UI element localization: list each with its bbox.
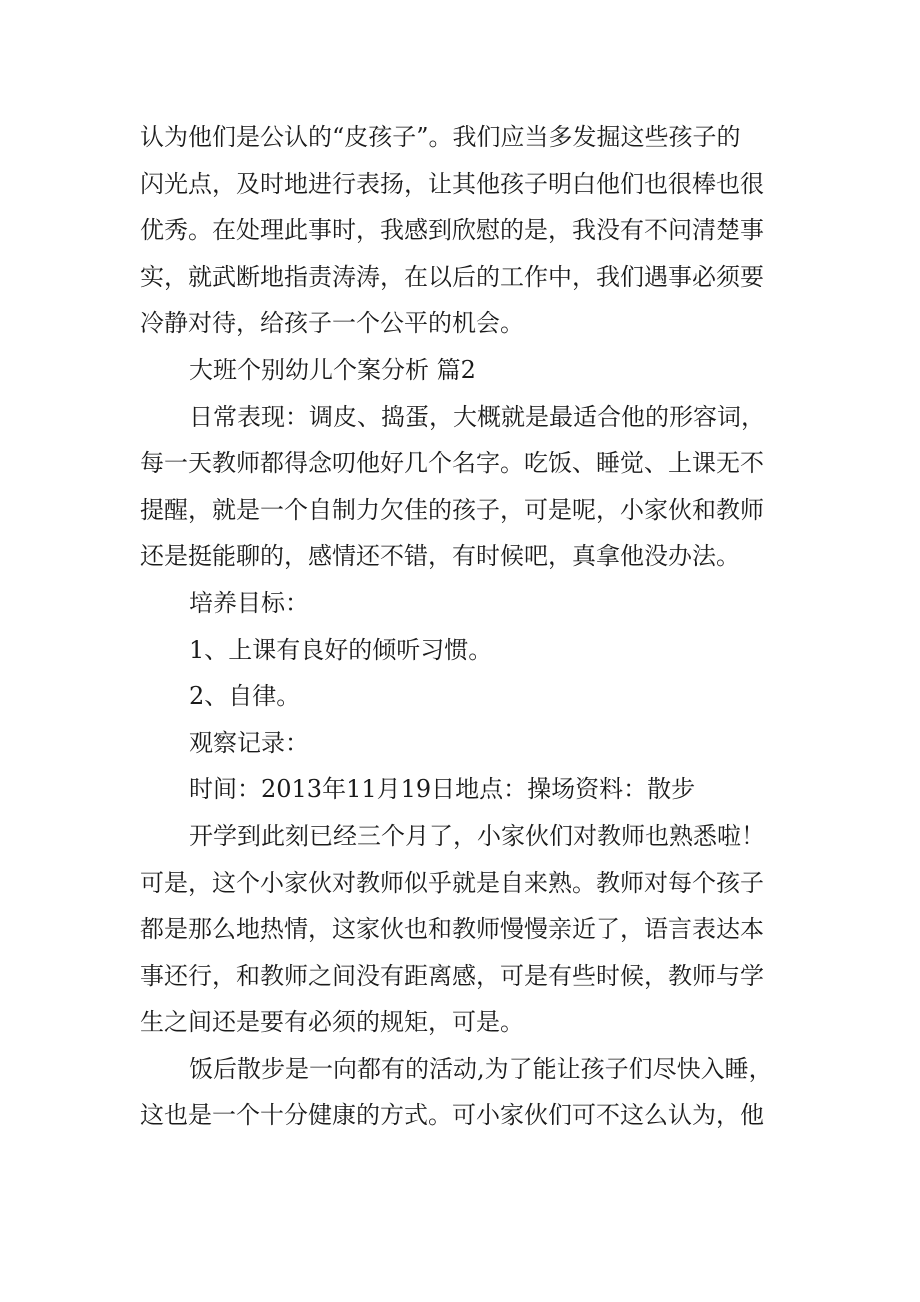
observation-meta: 时间：2013年11月19日地点：操场资料：散步 — [189, 775, 696, 804]
text-line: 优秀。在处理此事时，我感到欣慰的是，我没有不问清楚事 — [140, 216, 764, 245]
text-line: 提醒，就是一个自制力欠佳的孩子，可是呢，小家伙和教师 — [140, 495, 764, 524]
text-line: 每一天教师都得念叨他好几个名字。吃饭、睡觉、上课无不 — [140, 449, 764, 478]
document-body — [140, 114, 790, 1139]
text-line: 认为他们是公认的“皮孩子”。我们应当多发掘这些孩子的 — [140, 123, 741, 151]
text-line: 冷静对待，给孩子一个公平的机会。 — [140, 309, 524, 338]
text-line: 事还行，和教师之间没有距离感，可是有些时候，教师与学 — [140, 961, 764, 990]
goal-item: 2、自律。 — [189, 682, 301, 711]
text-line: 闪光点，及时地进行表扬，让其他孩子明白他们也很棒也很 — [140, 169, 764, 198]
text-line: 实，就武断地指责涛涛，在以后的工作中，我们遇事必须要 — [140, 262, 764, 291]
text-line: 生之间还是要有必须的规矩，可是。 — [140, 1008, 524, 1037]
text-line: 这也是一个十分健康的方式。可小家伙们可不这么认为，他 — [140, 1101, 764, 1130]
observation-label: 观察记录： — [189, 728, 309, 757]
text-line: 还是挺能聊的，感情还不错，有时候吧，真拿他没办法。 — [140, 542, 740, 571]
text-line: 都是那么地热情，这家伙也和教师慢慢亲近了，语言表达本 — [140, 915, 764, 944]
text-line: 饭后散步是一向都有的活动,为了能让孩子们尽快入睡， — [189, 1054, 773, 1083]
text-line: 开学到此刻已经三个月了，小家伙们对教师也熟悉啦！ — [189, 821, 765, 850]
text-line: 可是，这个小家伙对教师似乎就是自来熟。教师对每个孩子 — [140, 868, 764, 897]
text-line: 日常表现：调皮、捣蛋，大概就是最适合他的形容词， — [189, 402, 765, 431]
goal-item: 1、上课有良好的倾听习惯。 — [189, 635, 493, 664]
section-title: 大班个别幼儿个案分析 篇2 — [189, 355, 476, 384]
goals-label: 培养目标： — [189, 588, 309, 617]
